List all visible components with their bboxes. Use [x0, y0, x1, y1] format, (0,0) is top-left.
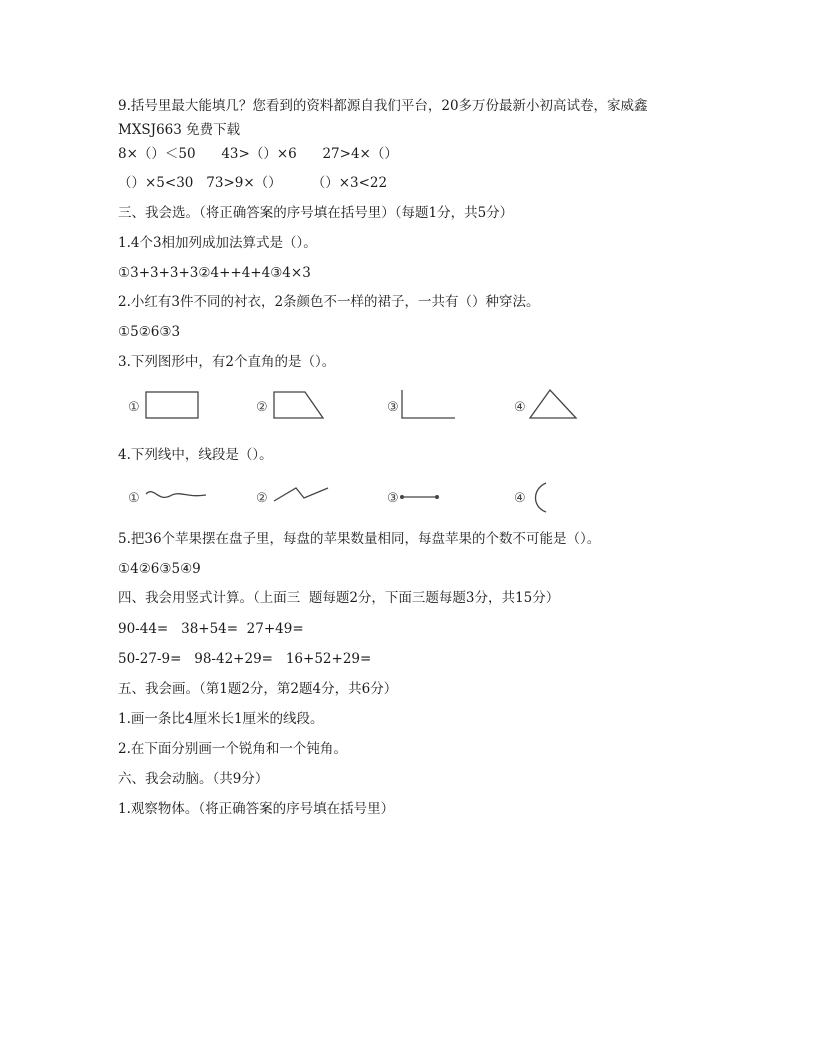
s3-question-1: 1.4个3相加列成加法算式是（）。: [118, 235, 317, 251]
section-4-heading: 四、我会用竖式计算。（上面三 题每题2分，下面三题每题3分，共15分）: [118, 590, 560, 606]
q3-label-4: ④: [514, 400, 526, 415]
s3-question-2-options: ①5②6③3: [118, 324, 181, 340]
section-6-heading: 六、我会动脑。（共9分）: [118, 771, 269, 787]
curved-line-shape: [146, 492, 206, 498]
arc-shape: [536, 483, 547, 512]
s6-question-1: 1.观察物体。（将正确答案的序号填在括号里）: [118, 801, 395, 817]
q3-label-2: ②: [256, 400, 268, 415]
s5-question-2: 2.在下面分别画一个锐角和一个钝角。: [118, 741, 347, 757]
q3-figure-trapezoid: [254, 387, 334, 423]
s3-question-5: 5.把36个苹果摆在盘子里，每盘的苹果数量相同，每盘苹果的个数不可能是（）。: [118, 531, 601, 547]
q9-title: 9.括号里最大能填几？您看到的资料都源自我们平台，20多万份最新小初高试卷，家威鑫: [118, 98, 648, 114]
s3-question-5-options: ①4②6③5④9: [118, 561, 201, 577]
q3-figure-right-angle: [385, 387, 465, 423]
q9-title-continued: MXSJ663 免费下载: [118, 122, 241, 138]
q3-label-1: ①: [128, 400, 140, 415]
rectangle-shape: [146, 392, 198, 418]
q3-figure-rectangle: [126, 387, 206, 423]
right-angle-shape: [402, 390, 455, 418]
s4-row-1: 90-44= 38+54= 27+49=: [118, 621, 304, 637]
segment-endpoint-right: [435, 495, 439, 499]
q4-figure-segment: [385, 481, 469, 513]
q4-label-4: ④: [514, 491, 526, 506]
broken-line-shape: [274, 488, 328, 501]
q9-row-2: （）×5<30 73>9×（） （）×3<22: [118, 175, 388, 191]
s3-question-4: 4.下列线中，线段是（）。: [118, 447, 273, 463]
s3-question-3: 3.下列图形中，有2个直角的是（）。: [118, 354, 336, 370]
q3-figure-triangle: [512, 387, 592, 423]
q4-label-2: ②: [256, 491, 268, 506]
q4-label-1: ①: [128, 491, 140, 506]
q3-label-3: ③: [387, 400, 399, 415]
section-5-heading: 五、我会画。（第1题2分，第2题4分，共6分）: [118, 681, 398, 697]
q4-figure-arc: [512, 481, 596, 513]
section-3-heading: 三、我会选。（将正确答案的序号填在括号里）（每题1分，共5分）: [118, 205, 514, 221]
q4-label-3: ③: [387, 491, 399, 506]
s3-question-2: 2.小红有3件不同的衬衣，2条颜色不一样的裙子，一共有（）种穿法。: [118, 294, 540, 310]
s4-row-2: 50-27-9= 98-42+29= 16+52+29=: [118, 651, 372, 667]
q9-row-1: 8×（）＜50 43>（）×6 27>4×（）: [118, 146, 398, 162]
s3-question-1-options: ①3+3+3+3②4++4+4③4×3: [118, 265, 311, 281]
q4-figure-zigzag: [254, 481, 338, 513]
right-trapezoid-shape: [274, 392, 323, 418]
s5-question-1: 1.画一条比4厘米长1厘米的线段。: [118, 711, 324, 727]
segment-endpoint-left: [400, 495, 404, 499]
triangle-shape: [530, 390, 576, 418]
q4-figure-curve: [126, 481, 210, 513]
